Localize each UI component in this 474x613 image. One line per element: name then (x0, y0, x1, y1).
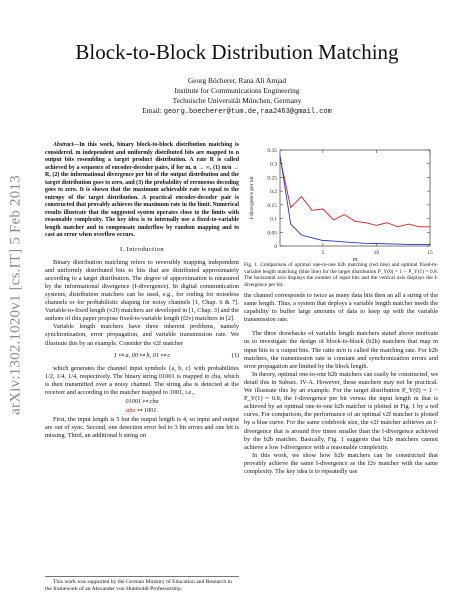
left-column (45, 142, 239, 440)
abstract-body: —In this work, binary block-to-block distribution matching is considered. m independent and uniformly distributed bits are mapped to n output bits resembling a target product distribution. A rate R is called achieved by a sequence of encoder-decoder pairs, if for m, n → ∞, (1) m/n → R, (2) the informational divergence per bit of the output distribution and the target distribution goes to zero, and (3) the probability of erroneous decoding goes to zero. It is shown that the maximum achievable rate is equal to the entropy of the target distribution. A practical encoder-decoder pair is constructed that provably achieves the maximum rate in the limit. Numerical results illustrate that the suggested system operates close to the limits with reasonable complexity. The key idea is to internally use a fixed-to-variable length matcher and to compensate underflow by random mapping and to cast an error when overflow occurs. (45, 142, 239, 238)
abstract-label: Abstract (53, 142, 74, 148)
y-tick-label: 0.1 (270, 216, 277, 223)
author-university: Technische Universität München, Germany (172, 96, 302, 105)
y-tick-label: 0.15 (267, 202, 277, 209)
x-tick-label: 5 (321, 250, 325, 256)
right-paragraph-3: In theory, optimal one-to-one b2b matchers can easily be constructed, we detail this in Subsec. IV-A. However, these matchers may not be practical. We illustrate this by an example. For the target distribution P_Y(0) = 1 − P_Y(1) = 0.8, the I-divergence per bit versus the input length m that is achieved by an optimal one-to-one b2b matcher is plotted in Fig. 1 by a red curve. For comparison, the performance of an optimal v2f matcher is plotted by a blue curve. For the same codebook size, the v2f matcher achieves an I-divergence that is around five times smaller than the I-divergence achieved by the b2b matcher. Basically, Fig. 1 suggests that b2b matchers cannot achieve a low I-divergence with a reasonable complexity. (244, 370, 438, 451)
y-tick-label: 0.35 (267, 148, 277, 154)
email-address[interactable]: georg.boecherer@tum.de,raa2463@gmail.com (163, 108, 332, 116)
x-axis-label: m (352, 257, 358, 262)
x-tick-label: 15 (427, 250, 433, 256)
y-tick-label: 0 (274, 244, 277, 250)
email-label: Email: (142, 106, 162, 115)
b2b-matching-line (280, 158, 430, 227)
right-paragraph-4: In this work, we show how b2b matchers can be constructed that provably achieve the same I-divergence as the f2v matcher with the same complexity. The key idea is to repeatedly use (244, 451, 438, 475)
arxiv-stamp (2, 175, 30, 415)
mapping-line-2-rest: ↦ 1001. (135, 407, 159, 415)
paper-title: Block-to-Block Distribution Matching (75, 40, 399, 64)
author-email (40, 106, 434, 117)
abstract (45, 142, 239, 240)
y-axis-label: I-divergence per bit (249, 176, 255, 220)
y-tick-label: 0.25 (267, 175, 277, 182)
y-tick-label: 0.05 (267, 230, 277, 237)
y-tick-label: 0.2 (270, 189, 277, 196)
x-tick-label: 10 (373, 250, 380, 256)
author-names: Georg Böcherer, Rana Ali Amjad (187, 76, 287, 85)
author-affiliation: Institute for Communications Engineering (174, 86, 300, 95)
y-tick-label: 0.3 (270, 161, 277, 168)
intro-paragraph-2: Variable length matchers have three inherent problems, namely synchronization, error propagation, and variable transmission rate. We illustrate this by an example. Consider the v2f matcher (45, 323, 239, 347)
equation-1-body: 1 ↦ a, 00 ↦ b, 01 ↦ c (113, 351, 171, 359)
author-block (40, 76, 434, 117)
mapping-line-1: 01001 ↦ cba (125, 398, 159, 405)
mapping-error-symbols: aba (125, 407, 136, 415)
intro-paragraph-1: Binary distribution matching refers to reversibly mapping independent and uniformly distributed bits to bits that are distributed approximately according to a target distribution. The degree of approximation is measured by the informational divergence (I-divergence). In digital communication systems, distribution matchers can be used, e.g., for coding for noiseless channels or for probabilistic shaping for noisy channels [1, Chap. 6 & 7]. Variable-to-fixed length (v2f) matchers are developed in [1, Chap. 3] and the authors of this paper propose fixed-to-variable length (f2v) matchers in [2]. (45, 258, 239, 323)
figure-1-caption: Fig. 1. Comparison of optimal one-to-one b2b matching (red line) and optimal fixed-to-variable length matching (blue line) for the target distribution P_Y(0) = 1 − P_Y(1) = 0.8. The horizontal axis displays the number of input bits and the vertical axis displays the I-divergence per bit. (244, 262, 438, 288)
section-heading-introduction: I. Introduction (119, 245, 165, 253)
equation-1-number: (1) (231, 351, 239, 359)
equation-1 (45, 352, 239, 361)
right-paragraph-2: The three drawbacks of variable length matchers stated above motivate us to investigate the design of block-to-block (b2b) matchers that map m input bits to n output bits. The ratio m/n is called the matching rate. For b2b matchers, the transmission rate is constant and synchronization errors and error propagation are limited by the block length. (244, 330, 438, 370)
divergence-chart (244, 142, 438, 262)
mapping-line-2 (45, 407, 239, 415)
right-column (244, 292, 438, 476)
f2v-matching-line (280, 156, 430, 245)
footnote-text: This work was supported by the German Ministry of Education and Research in the framework of an Alexander von Humboldt Professorship. (45, 579, 232, 592)
intro-paragraph-4: First, the input length is 5 but the output length is 4, so input and output are out of sync. Second, one detection error led to 3 bit errors and one bit is missing. Third, an additional b string on (45, 416, 239, 440)
right-paragraph-1: the channel corresponds to twice as many data bits then an all a string of the same length. Thus, a system that deploys a variable length matcher needs the capability to buffer large amounts of data to keep up with the variable transmission rate. (244, 292, 438, 324)
arxiv-stamp-text: arXiv:1302.1020v1 [cs.IT] 5 Feb 2013 (7, 175, 24, 415)
intro-paragraph-3: which generates the channel input symbols {a, b, c} with probabilities 1/2, 1/4, 1/4, respectively. The binary string 01001 is mapped to cba, which is then transmitted over a noisy channel. The string aba is detected at the receiver and according to the matcher mapped to 1001, i.e., (45, 364, 239, 396)
footnote (45, 576, 239, 593)
